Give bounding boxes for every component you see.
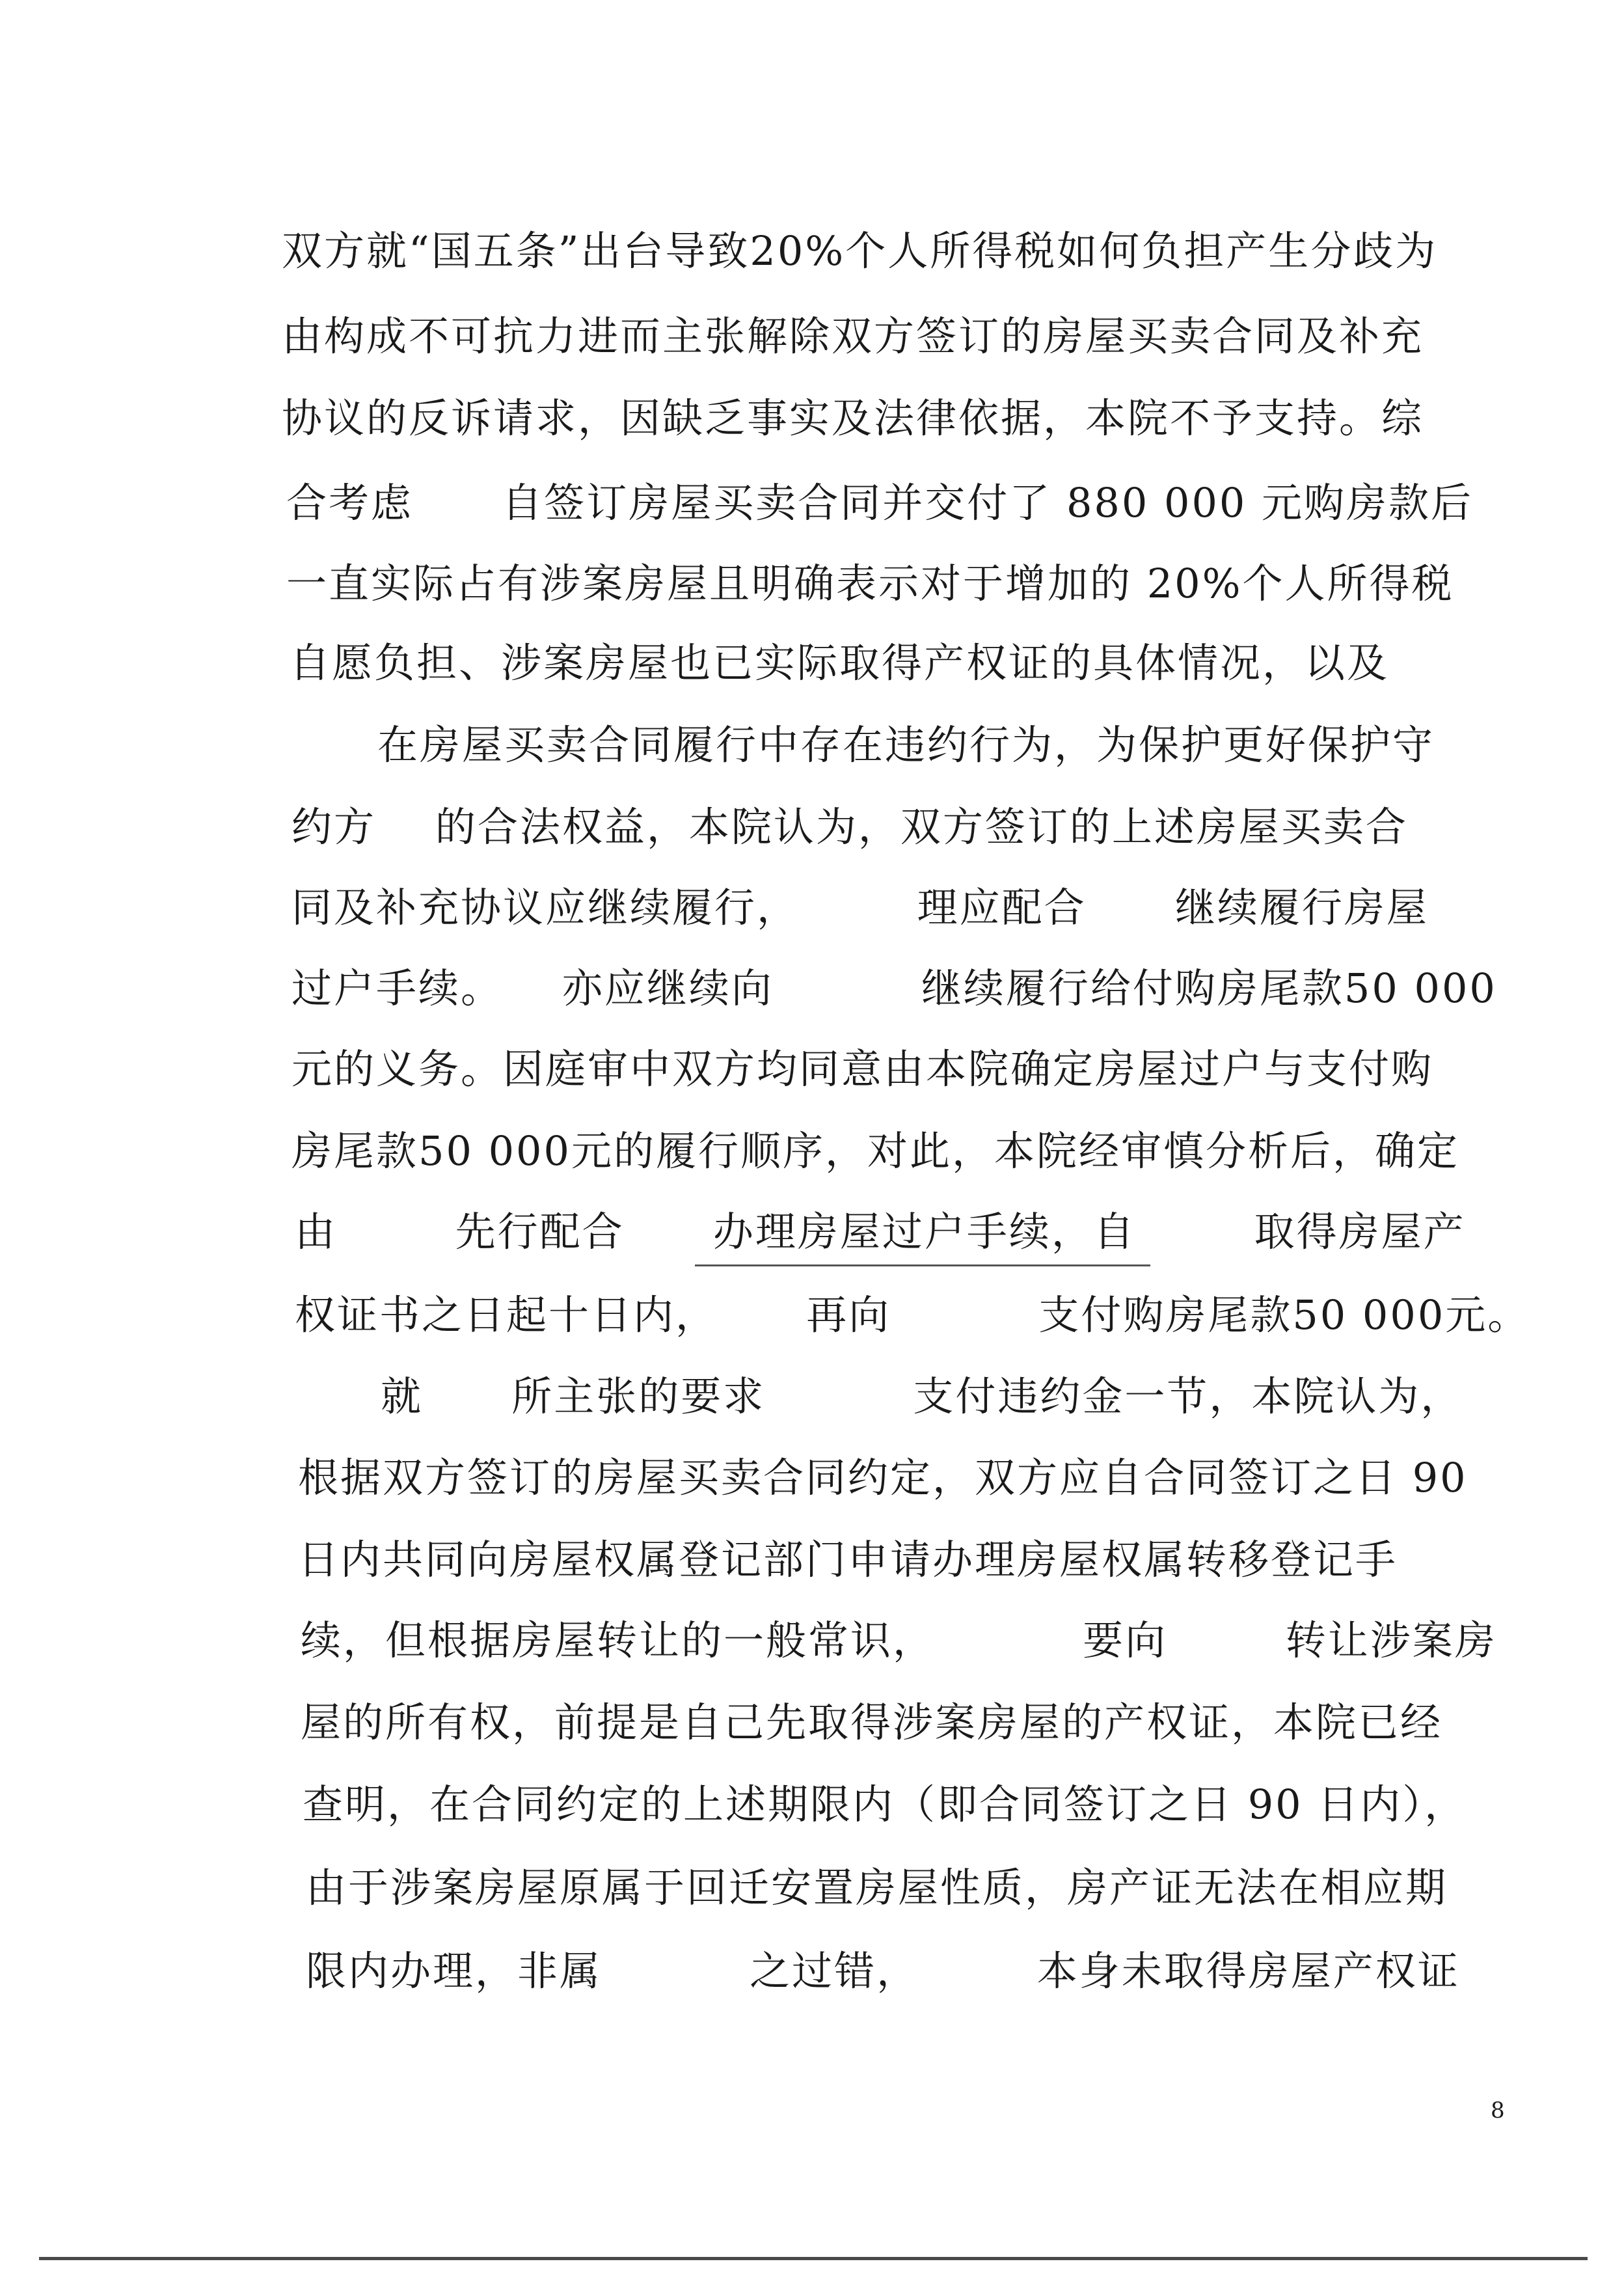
text-line: 屋的所有权，前提是自己先取得涉案房屋的产权证，本院已经 bbox=[301, 1699, 1443, 1746]
text-line: 由于涉案房屋原属于回迁安置房屋性质，房产证无法在相应期 bbox=[306, 1864, 1448, 1911]
text-line: 同及补充协议应继续履行， 理应配合 继续履行房屋 bbox=[291, 884, 1429, 931]
scan-edge-line bbox=[39, 2257, 1588, 2260]
handwritten-underline bbox=[695, 1264, 1150, 1266]
text-line: 协议的反诉请求，因缺乏事实及法律依据，本院不予支持。综 bbox=[282, 394, 1424, 442]
text-line: 续，但根据房屋转让的一般常识， 要向 转让涉案房 bbox=[301, 1617, 1497, 1664]
text-line: 一直实际占有涉案房屋且明确表示对于增加的 20%个人所得税 bbox=[286, 560, 1454, 607]
text-line: 约方 的合法权益，本院认为，双方签订的上述房屋买卖合 bbox=[291, 803, 1408, 851]
text-line: 合考虑 自签订房屋买卖合同并交付了 880 000 元购房款后 bbox=[286, 479, 1474, 526]
text-line: 限内办理，非属 之过错， 本身未取得房屋产权证 bbox=[306, 1947, 1460, 1995]
text-line: 自愿负担、涉案房屋也已实际取得产权证的具体情况，以及 bbox=[290, 639, 1390, 687]
text-line: 由 先行配合 办理房屋过户手续，自 取得房屋产 bbox=[295, 1208, 1466, 1255]
text-line: 过户手续。 亦应继续向 继续履行给付购房尾款50 000 bbox=[291, 964, 1497, 1012]
text-line: 日内共同向房屋权属登记部门申请办理房屋权属转移登记手 bbox=[298, 1536, 1398, 1583]
text-line: 根据双方签订的房屋买卖合同约定，双方应自合同签订之日 90 bbox=[298, 1454, 1468, 1501]
text-line: 就 所主张的要求 支付违约金一节，本院认为， bbox=[381, 1373, 1463, 1420]
text-line: 由构成不可抗力进而主张解除双方签订的房屋买卖合同及补充 bbox=[282, 312, 1424, 360]
text-line: 权证书之日起十日内， 再向 支付购房尾款50 000元。 bbox=[295, 1291, 1530, 1339]
text-line: 房尾款50 000元的履行顺序，对此，本院经审慎分析后，确定 bbox=[291, 1127, 1459, 1175]
text-line: 查明，在合同约定的上述期限内（即合同签订之日 90 日内）， bbox=[303, 1781, 1467, 1828]
text-line: 双方就“国五条”出台导致20%个人所得税如何负担产生分歧为 bbox=[282, 227, 1438, 275]
text-line: 元的义务。因庭审中双方均同意由本院确定房屋过户与支付购 bbox=[291, 1045, 1434, 1093]
page-number: 8 bbox=[1491, 2097, 1505, 2124]
text-line: 在房屋买卖合同履行中存在违约行为，为保护更好保护守 bbox=[377, 721, 1435, 769]
